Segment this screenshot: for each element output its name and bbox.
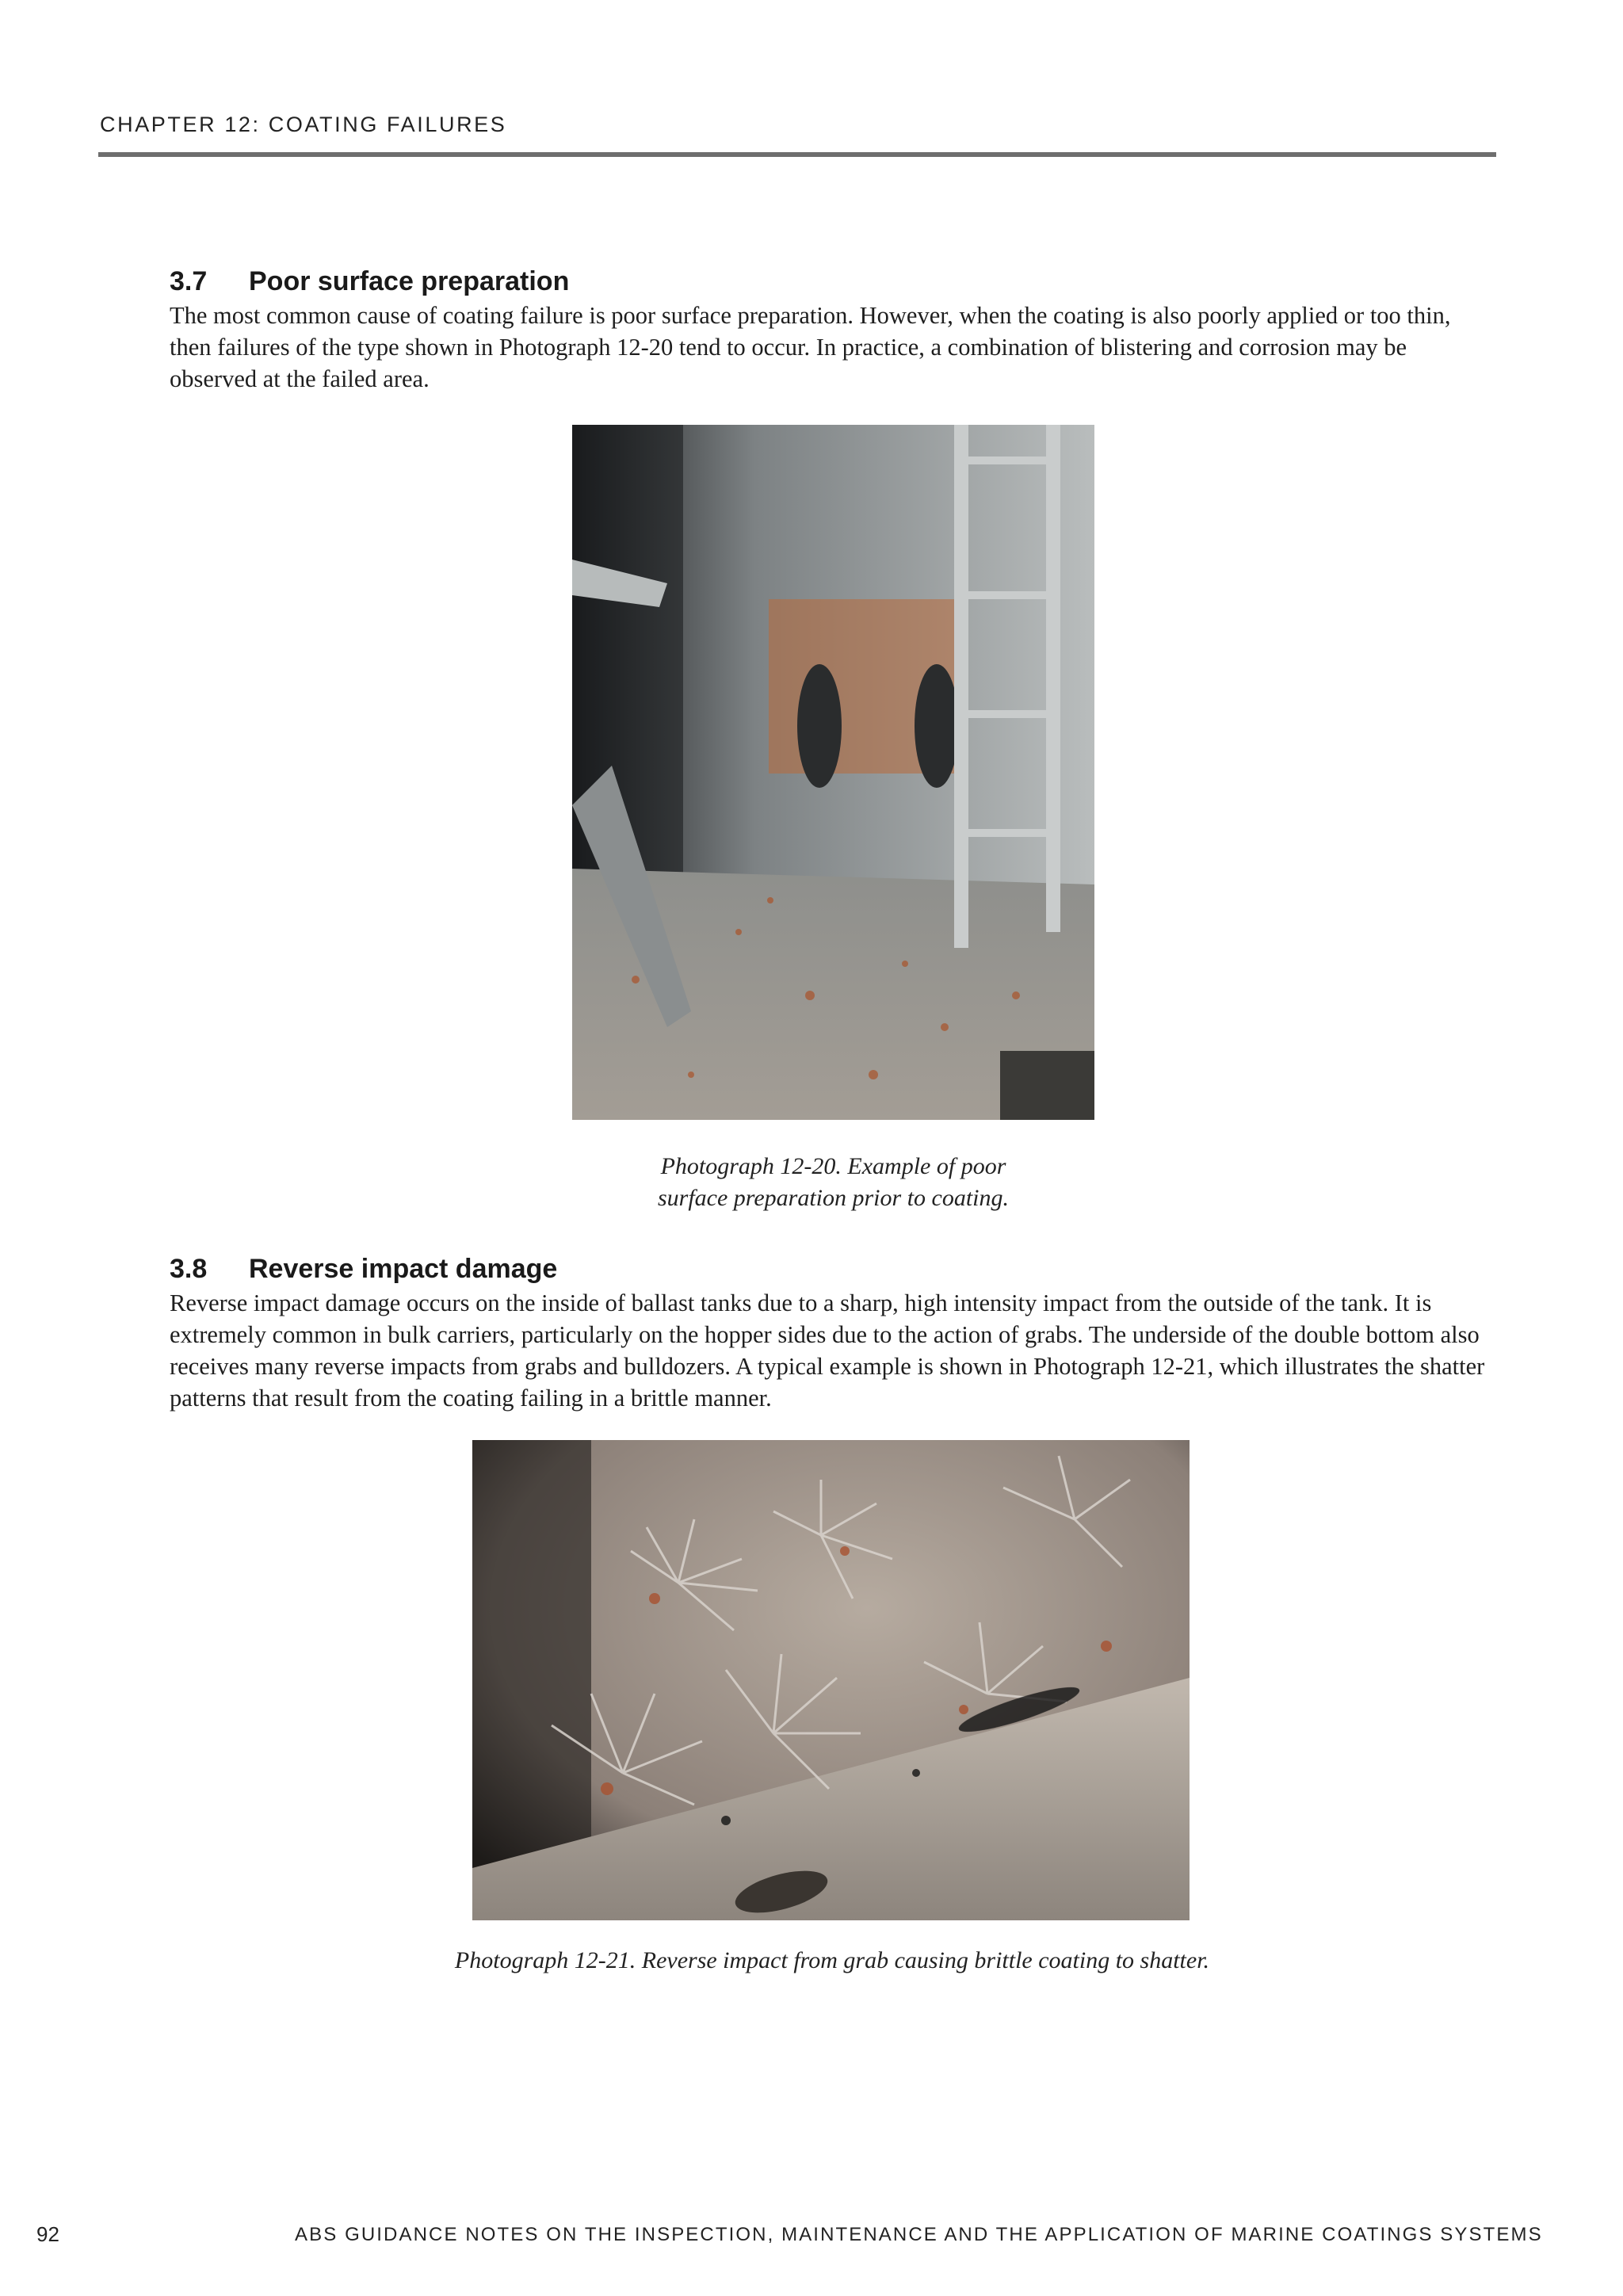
figure-caption-12-21: Photograph 12-21. Reverse impact from grab causing brittle coating to shatter. <box>454 1947 1210 1973</box>
section-body-3-7: The most common cause of coating failure is poor surface preparation. However, when the coating is also poorly applied or too thin, then failures of the type shown in Photograph 12-20 tend to occur. In practice, a combination of blistering and corrosion may be observed at the failed area. <box>170 302 1451 392</box>
section-number: 3.7 <box>170 266 208 296</box>
page-number: 92 <box>36 2222 59 2246</box>
section-title: Reverse impact damage <box>249 1254 558 1284</box>
figure-caption-12-20 <box>572 1151 1094 1214</box>
header-rule <box>98 152 1496 157</box>
chapter-header: CHAPTER 12: COATING FAILURES <box>100 113 507 136</box>
section-number: 3.8 <box>170 1254 208 1284</box>
section-body-3-8: Reverse impact damage occurs on the inside of ballast tanks due to a sharp, high intensity impact from the outside of the tank. It is extremely common in bulk carriers, particularly on the hopper sides due to the action of grabs. The underside of the double bottom also receives many reverse impacts from grabs and bulldozers. A typical example is shown in Photograph 12-21, which illustrates the shatter patterns that result from the coating failing in a brittle manner. <box>170 1289 1485 1412</box>
section-title: Poor surface preparation <box>249 266 570 296</box>
photograph-12-21 <box>472 1440 1190 1920</box>
footer-title: ABS GUIDANCE NOTES ON THE INSPECTION, MAINTENANCE AND THE APPLICATION OF MARINE COATINGS SYSTEMS <box>295 2224 1543 2245</box>
photograph-12-20 <box>572 425 1094 1120</box>
section-heading-3-8 <box>170 1254 557 1285</box>
caption-line: surface preparation prior to coating. <box>657 1185 1010 1211</box>
section-heading-3-7 <box>170 266 569 297</box>
caption-line: Photograph 12-20. Example of poor <box>660 1153 1006 1179</box>
